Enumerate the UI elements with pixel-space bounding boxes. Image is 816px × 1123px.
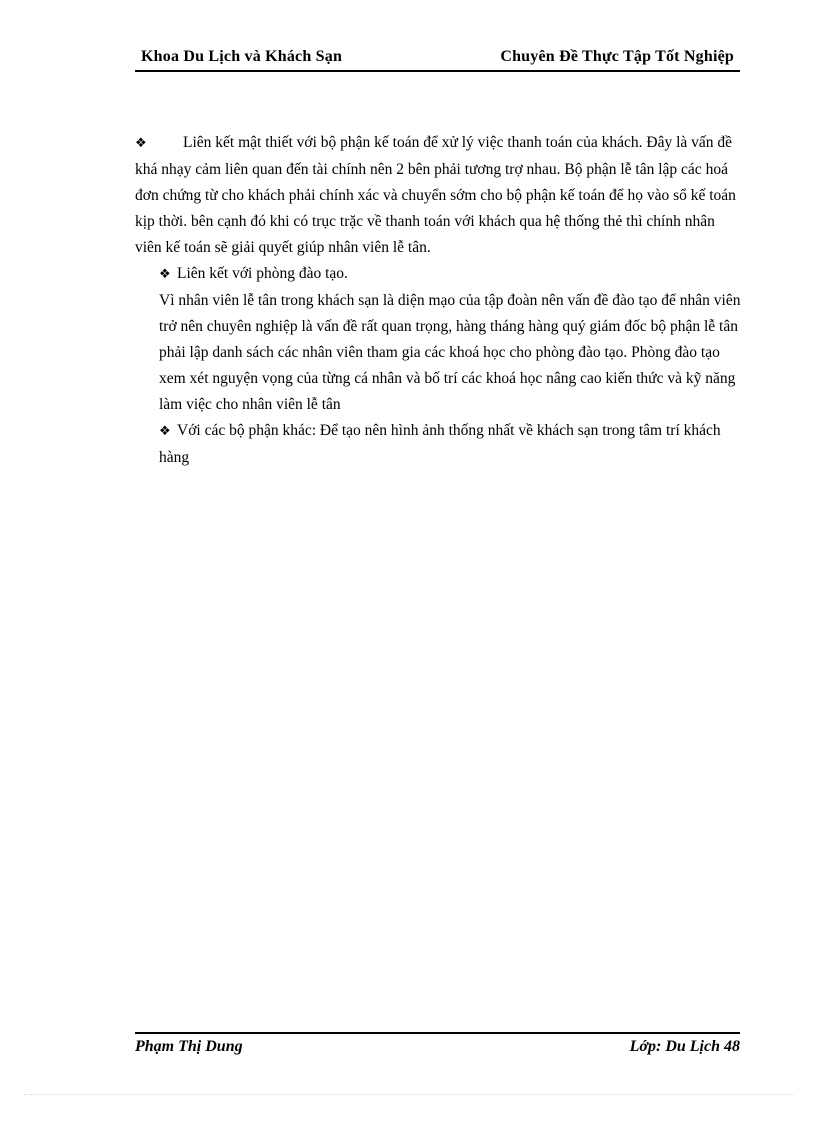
diamond-bullet-icon: ❖ bbox=[159, 267, 171, 282]
page-header bbox=[135, 48, 740, 72]
document-body bbox=[135, 130, 745, 471]
training-body-text: Vì nhân viên lễ tân trong khách sạn là diện mạo của tập đoàn nên vấn đề đào tạo để nhân viên trở nên chuyên nghiệp là vấn đề rất quan trọng, hàng tháng hàng quý giám đốc bộ phận lễ tân phải lập danh sách các nhân viên tham gia các khoá học cho phòng đào tạo. Phòng đào tạo xem xét nguyện vọng của từng cá nhân và bố trí các khoá học nâng cao kiến thức và kỹ năng làm việc cho nhân viên lễ tân bbox=[159, 292, 741, 413]
paragraph-training-heading bbox=[135, 261, 745, 288]
paragraph-accounting-link bbox=[135, 130, 745, 261]
paragraph-other-departments bbox=[135, 418, 745, 471]
footer-class: Lớp: Du Lịch 48 bbox=[629, 1038, 740, 1055]
header-faculty: Khoa Du Lịch và Khách Sạn bbox=[141, 48, 343, 65]
paragraph-training-body bbox=[135, 288, 745, 418]
paragraph-accounting-text: Liên kết mật thiết với bộ phận kế toán để xử lý việc thanh toán của khách. Đây là vấn đề khá nhạy cảm liên quan đến tài chính nên 2 bên phải tương trợ nhau. Bộ phận lễ tân lập các hoá đơn chứng từ cho khách phải chính xác và chuyển sớm cho bộ phận kế toán để họ vào sổ kế toán kịp thời. bên cạnh đó khi có trục trặc về thanh toán với khách qua hệ thống thẻ thì chính nhân viên kế toán sẽ giải quyết giúp nhân viên lễ tân. bbox=[135, 134, 736, 256]
footer-author: Phạm Thị Dung bbox=[135, 1038, 243, 1055]
diamond-bullet-icon: ❖ bbox=[159, 424, 171, 439]
header-report-title: Chuyên Đề Thực Tập Tốt Nghiệp bbox=[500, 48, 734, 65]
page-bottom-divider bbox=[24, 1094, 794, 1095]
training-heading-text: Liên kết với phòng đào tạo. bbox=[177, 265, 348, 282]
diamond-bullet-icon: ❖ bbox=[135, 136, 147, 151]
page-footer bbox=[135, 1032, 740, 1058]
other-departments-text: Với các bộ phận khác: Để tạo nên hình ảnh thống nhất về khách sạn trong tâm trí khách hàng bbox=[159, 422, 721, 466]
